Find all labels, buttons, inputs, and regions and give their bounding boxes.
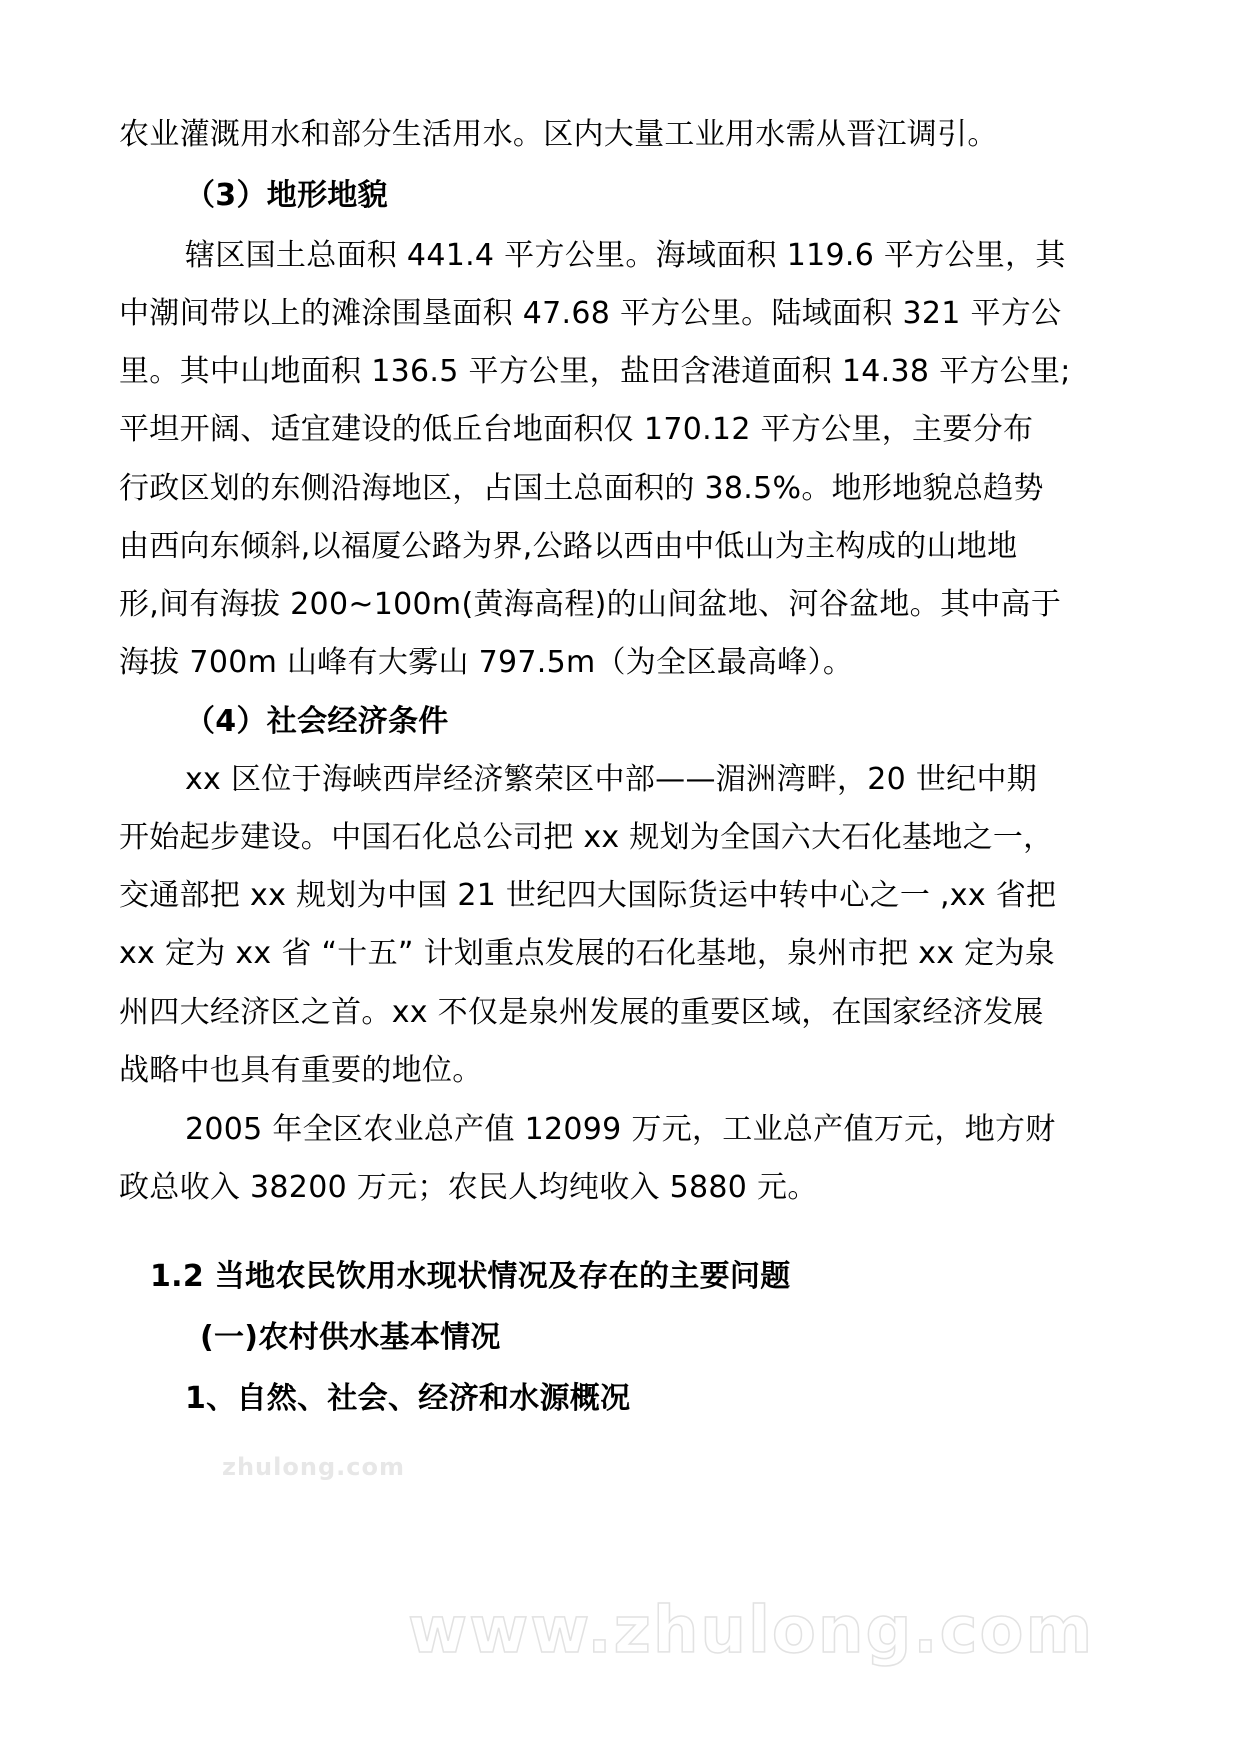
section-heading-socioeconomic: （4）社会经济条件	[185, 704, 449, 739]
watermark-small: zhulong.com	[222, 1453, 405, 1481]
paragraph-line: 平坦开阔、适宜建设的低丘台地面积仅 170.12 平方公里，主要分布	[119, 412, 1034, 447]
subsection-heading-rural-supply: (一)农村供水基本情况	[200, 1320, 501, 1355]
paragraph-line: 海拔 700m 山峰有大雾山 797.5m（为全区最高峰）。	[119, 645, 854, 680]
paragraph-line: xx 区位于海峡西岸经济繁荣区中部——湄洲湾畔，20 世纪中期	[185, 762, 1038, 797]
paragraph-line: 辖区国土总面积 441.4 平方公里。海域面积 119.6 平方公里，其	[185, 238, 1066, 273]
section-heading-1-2: 1.2 当地农民饮用水现状情况及存在的主要问题	[150, 1259, 791, 1294]
paragraph-line: 交通部把 xx 规划为中国 21 世纪四大国际货运中转中心之一 ,xx 省把	[119, 878, 1057, 913]
watermark-large: www.zhulong.com	[408, 1594, 1095, 1668]
paragraph-line: 中潮间带以上的滩涂围垦面积 47.68 平方公里。陆域面积 321 平方公	[119, 296, 1062, 331]
paragraph-line: 开始起步建设。中国石化总公司把 xx 规划为全国六大石化基地之一，	[119, 820, 1054, 855]
paragraph-line: 里。其中山地面积 136.5 平方公里，盐田含港道面积 14.38 平方公里;	[119, 354, 1071, 389]
subsection-heading-overview: 1、自然、社会、经济和水源概况	[185, 1381, 631, 1416]
paragraph-line: xx 定为 xx 省 “十五” 计划重点发展的石化基地，泉州市把 xx 定为泉	[119, 936, 1056, 971]
paragraph-line: 形,间有海拔 200~100m(黄海高程)的山间盆地、河谷盆地。其中高于	[119, 587, 1062, 622]
paragraph-line: 政总收入 38200 万元；农民人均纯收入 5880 元。	[119, 1170, 818, 1205]
paragraph-line: 农业灌溉用水和部分生活用水。区内大量工业用水需从晋江调引。	[119, 117, 998, 152]
section-heading-terrain: （3）地形地貌	[185, 178, 388, 213]
paragraph-line: 2005 年全区农业总产值 12099 万元，工业总产值万元，地方财	[185, 1112, 1056, 1147]
paragraph-line: 州四大经济区之首。xx 不仅是泉州发展的重要区域，在国家经济发展	[119, 995, 1044, 1030]
paragraph-line: 行政区划的东侧沿海地区，占国土总面积的 38.5%。地形地貌总趋势	[119, 471, 1044, 506]
paragraph-line: 由西向东倾斜,以福厦公路为界,公路以西由中低山为主构成的山地地	[119, 529, 1018, 564]
paragraph-line: 战略中也具有重要的地位。	[119, 1053, 483, 1088]
